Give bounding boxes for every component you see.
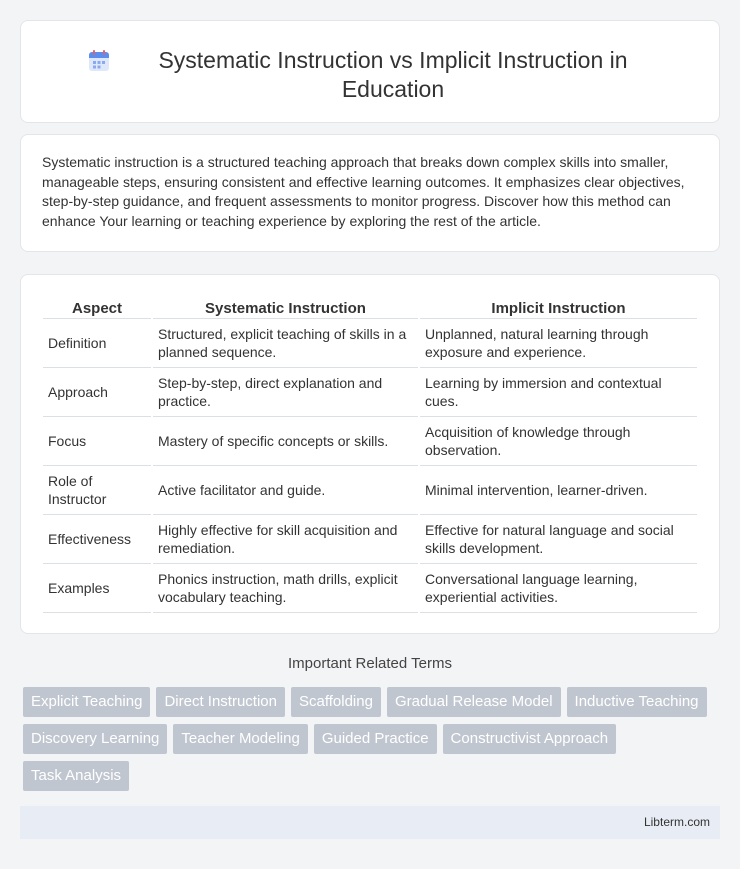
table-row xyxy=(43,368,697,417)
row-systematic: Active facilitator and guide. xyxy=(153,466,418,515)
table-row xyxy=(43,466,697,515)
header-implicit: Implicit Instruction xyxy=(420,295,697,319)
tag-gradual-release-model[interactable]: Gradual Release Model xyxy=(387,687,561,717)
row-aspect: Effectiveness xyxy=(43,515,151,564)
tag-teacher-modeling[interactable]: Teacher Modeling xyxy=(173,724,307,754)
row-systematic: Mastery of specific concepts or skills. xyxy=(153,417,418,466)
table-header-row xyxy=(43,295,697,319)
row-implicit: Learning by immersion and contextual cues. xyxy=(420,368,697,417)
tag-explicit-teaching[interactable]: Explicit Teaching xyxy=(23,687,150,717)
header-systematic: Systematic Instruction xyxy=(153,295,418,319)
intro-text: Systematic instruction is a structured teaching approach that breaks down complex skills into smaller, manageable steps, ensuring consistent and effective learning outcomes. It emphasizes clear objectives, step-by-step guidance, and frequent assessments to monitor progress. Discover how this method can enhance Your learning or teaching experience by exploring the rest of the article. xyxy=(42,154,685,229)
row-implicit: Acquisition of knowledge through observation. xyxy=(420,417,697,466)
table-row xyxy=(43,319,697,368)
comparison-table xyxy=(41,295,699,613)
related-terms-heading: Important Related Terms xyxy=(288,655,452,672)
table-row xyxy=(43,417,697,466)
row-implicit: Minimal intervention, learner-driven. xyxy=(420,466,697,515)
table-row xyxy=(43,515,697,564)
tag-direct-instruction[interactable]: Direct Instruction xyxy=(156,687,285,717)
calendar-icon xyxy=(87,49,111,73)
row-implicit: Unplanned, natural learning through exposure and experience. xyxy=(420,319,697,368)
tag-inductive-teaching[interactable]: Inductive Teaching xyxy=(567,687,707,717)
related-terms-list xyxy=(23,687,723,798)
page-title: Systematic Instruction vs Implicit Instruction in Education xyxy=(158,47,628,102)
row-aspect: Focus xyxy=(43,417,151,466)
footer-site-link[interactable]: Libterm.com xyxy=(643,815,710,829)
row-systematic: Step-by-step, direct explanation and practice. xyxy=(153,368,418,417)
tag-discovery-learning[interactable]: Discovery Learning xyxy=(23,724,167,754)
row-implicit: Conversational language learning, experiential activities. xyxy=(420,564,697,613)
row-aspect: Approach xyxy=(43,368,151,417)
comparison-card xyxy=(20,274,720,634)
row-aspect: Role of Instructor xyxy=(43,466,151,515)
row-systematic: Structured, explicit teaching of skills in a planned sequence. xyxy=(153,319,418,368)
row-systematic: Phonics instruction, math drills, explicit vocabulary teaching. xyxy=(153,564,418,613)
tag-scaffolding[interactable]: Scaffolding xyxy=(291,687,381,717)
row-implicit: Effective for natural language and social skills development. xyxy=(420,515,697,564)
tag-constructivist-approach[interactable]: Constructivist Approach xyxy=(443,724,617,754)
header-aspect: Aspect xyxy=(43,295,151,319)
tag-task-analysis[interactable]: Task Analysis xyxy=(23,761,129,791)
intro-card xyxy=(20,134,720,252)
title-card xyxy=(20,20,720,123)
table-row xyxy=(43,564,697,613)
footer xyxy=(20,806,720,839)
row-systematic: Highly effective for skill acquisition and remediation. xyxy=(153,515,418,564)
tag-guided-practice[interactable]: Guided Practice xyxy=(314,724,437,754)
row-aspect: Definition xyxy=(43,319,151,368)
row-aspect: Examples xyxy=(43,564,151,613)
